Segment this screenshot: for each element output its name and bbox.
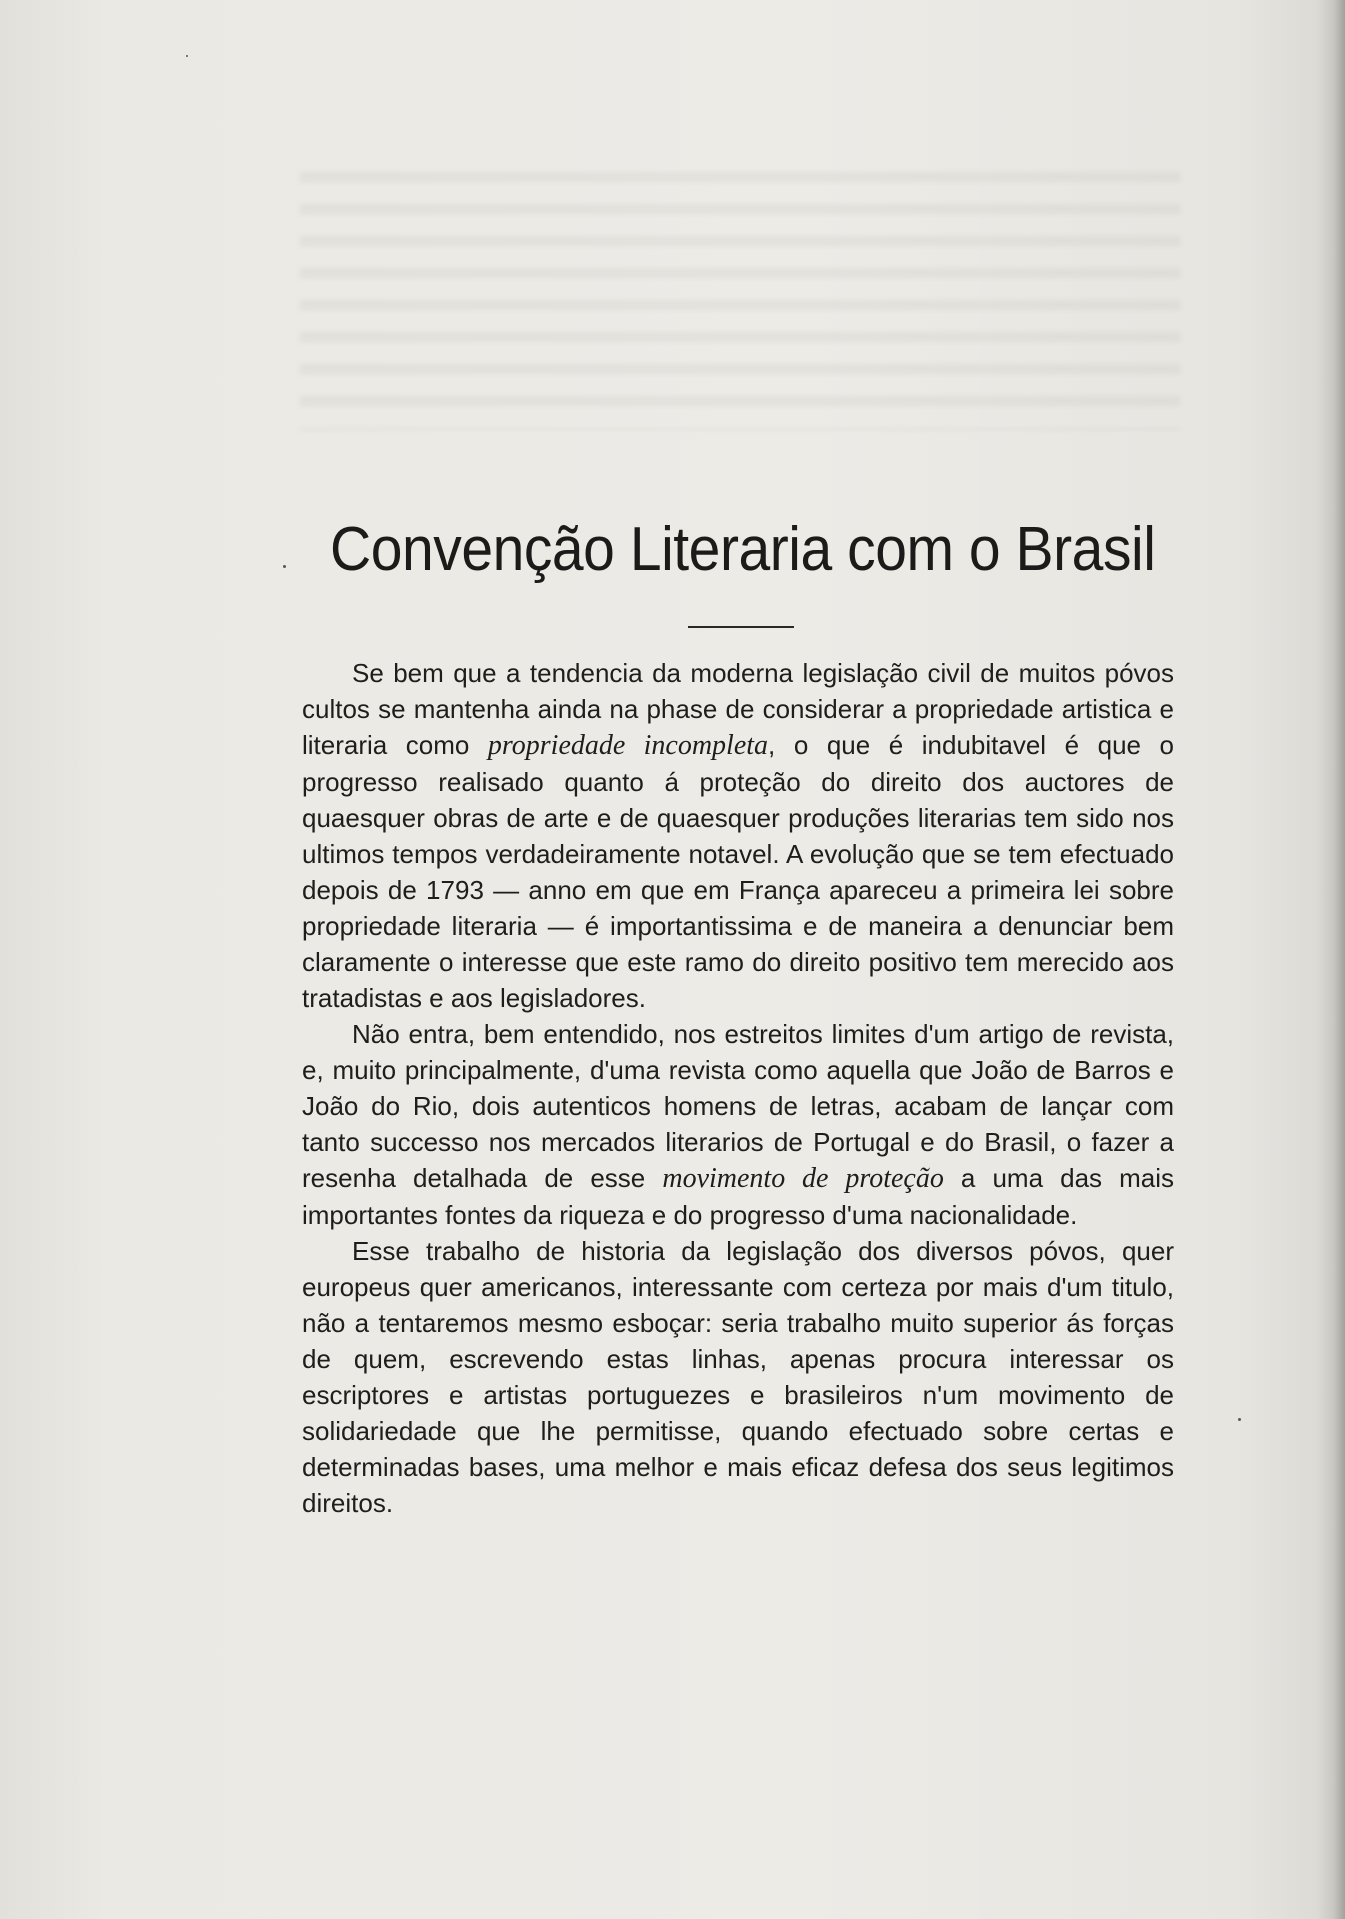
paragraph-text: Esse trabalho de historia da legislação dos diversos póvos, quer europeus quer americanos, interessante com certeza por mais d'um titulo, não a tentaremos mesmo esboçar: seria trabalho muito superior ás forças de quem, escrevendo estas linhas, apenas procura interessar os escriptores e artistas portuguezes e brasileiros n'um movimento de solidariedade que lhe permitisse, quando efectuado sobre certas e determinadas bases, uma melhor e mais eficaz defesa dos seus legitimos direitos. bbox=[302, 1236, 1174, 1518]
article-paragraph bbox=[302, 1016, 1174, 1233]
title-divider bbox=[688, 626, 794, 628]
paper-speck bbox=[186, 55, 188, 57]
paragraph-text: a uma das mais importantes fontes da riqueza e do progresso d'uma nacionalidade. bbox=[302, 1163, 1175, 1230]
article-paragraph bbox=[302, 1233, 1174, 1521]
italic-phrase: propriedade incompleta bbox=[487, 730, 769, 761]
article-paragraph bbox=[302, 655, 1174, 1016]
paragraph-text: , o que é indubitavel é que o progresso realisado quanto á proteção do direito dos auctores de quaesquer obras de arte e de quaesquer produções literarias tem sido nos ultimos tempos verdadeiramente notavel. A evolução que se tem efectuado depois de 1793 — anno em que em França apareceu a primeira lei sobre propriedade literaria — é importantissima e de maneira a denunciar bem claramente o interesse que este ramo do direito positivo tem merecido aos tratadistas e aos legisladores. bbox=[302, 730, 1174, 1013]
bleed-through-text bbox=[300, 150, 1180, 430]
paragraph-text: Não entra, bem entendido, nos estreitos limites d'um artigo de revista, e, muito principalmente, d'uma revista como aquella que João de Barros e João do Rio, dois autenticos homens de letras, acabam de lançar com tanto successo nos mercados literarios de Portugal e do Brasil, o fazer a resenha detalhada de esse bbox=[302, 1019, 1174, 1193]
italic-phrase: movimento de proteção bbox=[662, 1163, 944, 1194]
article-body bbox=[302, 655, 1174, 1521]
paragraph-text: Se bem que a tendencia da moderna legislação civil de muitos póvos cultos se mantenha ainda na phase de considerar a propriedade artistica e literaria como bbox=[302, 658, 1174, 760]
page-edge-shadow bbox=[1317, 0, 1345, 1919]
paper-speck bbox=[283, 565, 286, 568]
paper-speck bbox=[1238, 1418, 1241, 1421]
article-title: Convenção Literaria com o Brasil bbox=[330, 515, 1156, 584]
